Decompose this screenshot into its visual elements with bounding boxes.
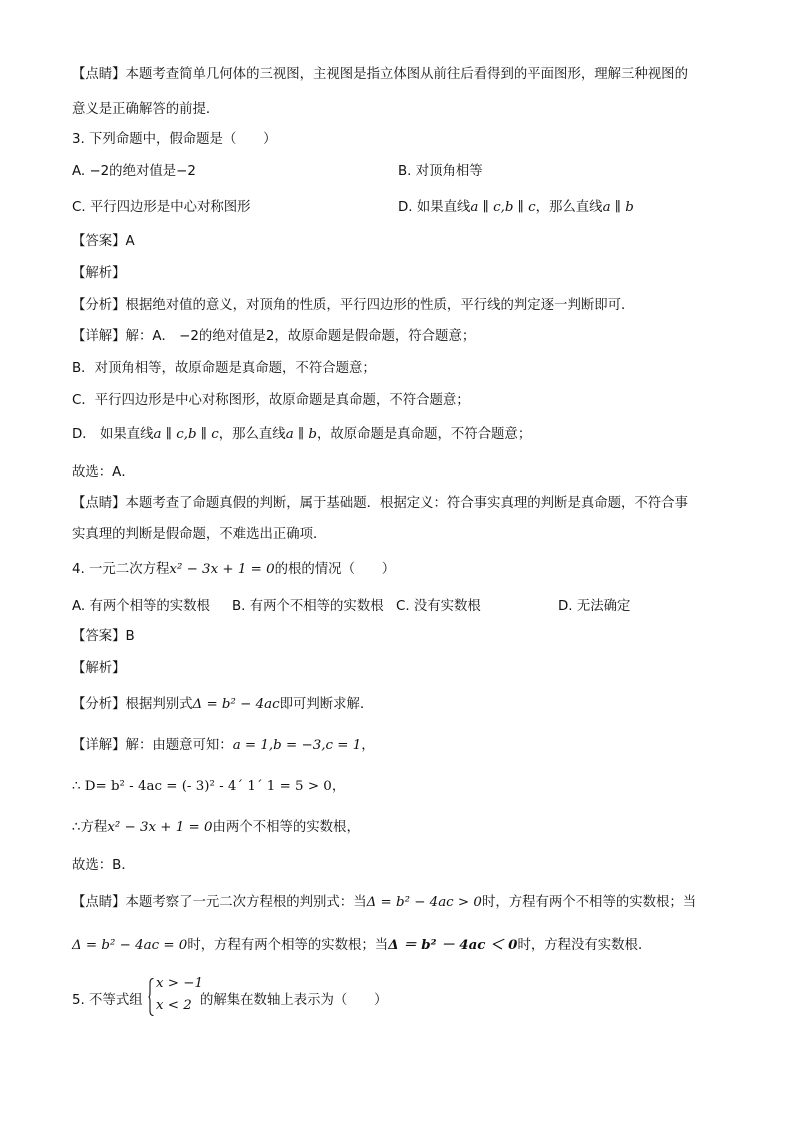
q4-option-c: C. 没有实数根 xyxy=(396,599,481,614)
q5-stem-label: 5. 不等式组 xyxy=(72,993,143,1008)
q4-option-d: D. 无法确定 xyxy=(558,599,631,614)
inequality-row-2: x < 2 xyxy=(156,998,192,1013)
q3-analysis-heading: 【解析】 xyxy=(72,266,126,281)
q4-choice: 故选：B． xyxy=(72,858,135,873)
q4-detail-2: ∴ D= b² - 4ac = (- 3)² - 4´ 1´ 1 = 5 > 0， xyxy=(72,779,346,794)
q4-analysis: 【分析】根据判别式Δ = b² − 4ac即可判断求解． xyxy=(72,697,374,712)
q4-remark-line-2: Δ = b² − 4ac = 0时，方程有两个相等的实数根；当Δ ＝ b² － 4ac ＜ 0时，方程没有实数根． xyxy=(72,937,652,953)
q3-remark-line-2: 实真理的判断是假命题，不难选出正确项． xyxy=(72,527,327,542)
q4-option-a: A. 有两个相等的实数根 xyxy=(72,599,210,614)
q3-option-c: C. 平行四边形是中心对称图形 xyxy=(72,200,251,215)
q2-remark-line-2: 意义是正确解答的前提． xyxy=(72,102,220,117)
q3-choice: 故选：A． xyxy=(72,465,135,480)
q3-detail-c: C．平行四边形是中心对称图形，故原命题是真命题，不符合题意； xyxy=(72,393,470,408)
q3-stem: 3. 下列命题中，假命题是（ ） xyxy=(72,132,277,147)
q4-option-b: B. 有两个不相等的实数根 xyxy=(232,599,384,614)
q3-analysis: 【分析】根据绝对值的意义，对顶角的性质，平行四边形的性质，平行线的判定逐一判断即可． xyxy=(72,298,635,313)
q4-detail-1: 【详解】解：由题意可知：a = 1,b = −3,c = 1， xyxy=(72,738,375,753)
q3-option-a: A. −2的绝对值是−2 xyxy=(72,164,196,179)
q3-option-d: D. 如果直线a ∥ c,b ∥ c，那么直线a ∥ b xyxy=(398,200,634,215)
q4-answer: 【答案】B xyxy=(72,629,135,644)
q4-stem: 4. 一元二次方程x² − 3x + 1 = 0的根的情况（ ） xyxy=(72,562,396,577)
q4-remark-line-1: 【点睛】本题考察了一元二次方程根的判别式：当Δ = b² − 4ac > 0时，方程有两个不相等的实数根；当 xyxy=(72,895,697,910)
q4-analysis-heading: 【解析】 xyxy=(72,661,126,676)
q3-detail-b: B．对顶角相等，故原命题是真命题，不符合题意； xyxy=(72,361,376,376)
q5-stem-tail: 的解集在数轴上表示为（ ） xyxy=(200,993,388,1008)
q3-answer: 【答案】A xyxy=(72,234,135,249)
inequality-row-1: x > −1 xyxy=(156,976,204,991)
q3-remark-line-1: 【点睛】本题考查了命题真假的判断，属于基础题．根据定义：符合事实真理的判断是真命题，不符合事 xyxy=(72,496,688,511)
q2-remark-line-1: 【点睛】本题考查简单几何体的三视图，主视图是指立体图从前往后看得到的平面图形，理解三种视图的 xyxy=(72,67,688,82)
q3-detail-a: 【详解】解：A． −2的绝对值是2，故原命题是假命题，符合题意； xyxy=(72,329,476,344)
q3-detail-d: D． 如果直线a ∥ c,b ∥ c，那么直线a ∥ b，故原命题是真命题，不符合题意； xyxy=(72,427,532,442)
q4-detail-3: ∴方程x² − 3x + 1 = 0由两个不相等的实数根， xyxy=(72,820,360,835)
q3-option-b: B. 对顶角相等 xyxy=(398,164,483,179)
inequality-brace xyxy=(148,978,154,1016)
